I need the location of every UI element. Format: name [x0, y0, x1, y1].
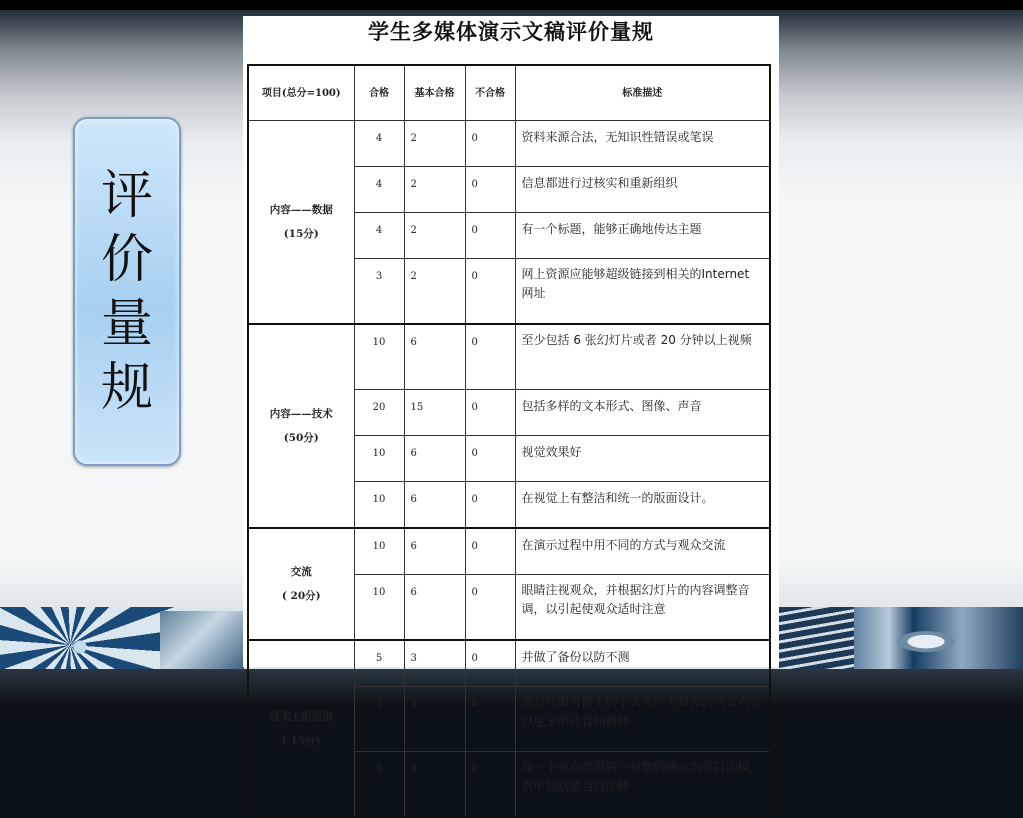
fail-score-cell: 0	[465, 436, 515, 482]
table-row	[248, 640, 770, 687]
compass-photo-collage	[0, 607, 244, 669]
pass-score-cell: 4	[354, 121, 404, 167]
category-score: (50分)	[283, 432, 319, 444]
pass-score-cell: 4	[354, 213, 404, 259]
fail-score-cell: 0	[465, 324, 515, 390]
category-name: 内容——技术	[269, 408, 333, 420]
criterion-description: 眼睛注视观众，并根据幻灯片的内容调整音调，以引起使观众适时注意	[515, 575, 770, 641]
fail-score-cell: 0	[465, 752, 515, 818]
pass-score-cell: 4	[354, 167, 404, 213]
criterion-description: 网上资源应能够超级链接到相关的Internet 网址	[515, 259, 770, 325]
fail-score-cell: 0	[465, 390, 515, 436]
basic-score-cell: 15	[404, 390, 465, 436]
criterion-description: 包括多样的文本形式、图像、声音	[515, 390, 770, 436]
basic-score-cell: 2	[404, 167, 465, 213]
pass-score-cell: 3	[354, 259, 404, 325]
fail-score-cell: 0	[465, 482, 515, 529]
table-row	[248, 121, 770, 167]
side-title-char: 价	[100, 229, 153, 290]
criterion-description: 每一个听众都得到一份您的演示内容打印稿，其中包括适当的注释	[515, 752, 770, 818]
category-score: ( 15分)	[281, 734, 321, 747]
rubric-document	[243, 16, 779, 793]
criterion-description: 有一个标题，能够正确地传达主题	[515, 213, 770, 259]
header-basic: 基本合格	[404, 65, 465, 121]
metal-disc-image	[160, 611, 244, 669]
category-name: 技术上的组织	[269, 710, 333, 723]
category-cell	[248, 324, 354, 528]
keyboard-image	[779, 607, 854, 669]
table-row	[248, 528, 770, 575]
criterion-description: 通过在服务器上的个人文件夹将你的网页内容以电子形式告知教师	[515, 687, 770, 752]
basic-score-cell: 6	[404, 324, 465, 390]
basic-score-cell: 3	[404, 752, 465, 818]
basic-score-cell: 6	[404, 528, 465, 575]
header-pass: 合格	[354, 65, 404, 121]
basic-score-cell: 2	[404, 213, 465, 259]
criterion-description: 视觉效果好	[515, 436, 770, 482]
basic-score-cell: 2	[404, 259, 465, 325]
category-score: ( 20分)	[281, 590, 321, 602]
document-title: 学生多媒体演示文稿评价量规	[368, 19, 654, 44]
category-cell	[248, 640, 354, 817]
pass-score-cell: 5	[354, 687, 404, 752]
rubric-table	[247, 64, 771, 818]
side-title-char: 规	[100, 357, 153, 418]
category-cell	[248, 121, 354, 325]
fail-score-cell: 0	[465, 121, 515, 167]
fail-score-cell: 0	[465, 528, 515, 575]
basic-score-cell: 6	[404, 575, 465, 641]
fail-score-cell: 0	[465, 259, 515, 325]
table-header-row	[248, 65, 770, 121]
basic-score-cell: 2	[404, 121, 465, 167]
criterion-description: 在视觉上有整洁和统一的版面设计。	[515, 482, 770, 529]
fail-score-cell: 0	[465, 213, 515, 259]
category-score: (15分)	[283, 228, 319, 240]
fail-score-cell: 0	[465, 687, 515, 752]
pass-score-cell: 10	[354, 324, 404, 390]
top-dark-band	[0, 0, 1023, 10]
pass-score-cell: 5	[354, 752, 404, 818]
rubric-body	[248, 121, 770, 818]
criterion-description: 资料来源合法，无知识性错误或笔误	[515, 121, 770, 167]
basic-score-cell: 3	[404, 640, 465, 687]
pass-score-cell: 10	[354, 575, 404, 641]
header-item: 项目(总分=100)	[248, 65, 354, 121]
basic-score-cell: 6	[404, 436, 465, 482]
category-name: 交流	[290, 566, 312, 578]
criterion-description: 至少包括 6 张幻灯片或者 20 分钟以上视频	[515, 324, 770, 390]
pass-score-cell: 10	[354, 436, 404, 482]
side-title-char: 评	[100, 165, 153, 226]
criterion-description: 在演示过程中用不同的方式与观众交流	[515, 528, 770, 575]
criterion-description: 并做了备份以防不测	[515, 640, 770, 687]
fail-score-cell: 0	[465, 575, 515, 641]
fail-score-cell: 0	[465, 640, 515, 687]
pass-score-cell: 5	[354, 640, 404, 687]
fail-score-cell: 0	[465, 167, 515, 213]
category-cell	[248, 528, 354, 640]
table-row	[248, 324, 770, 390]
basic-score-cell: 6	[404, 482, 465, 529]
pass-score-cell: 20	[354, 390, 404, 436]
keyboard-gears-photo-collage	[779, 607, 1023, 669]
gears-image	[874, 613, 1004, 665]
header-desc: 标准描述	[515, 65, 770, 121]
side-title-char: 量	[100, 293, 153, 354]
side-title-box	[73, 117, 181, 466]
header-fail: 不合格	[465, 65, 515, 121]
criterion-description: 信息都进行过核实和重新组织	[515, 167, 770, 213]
category-name: 内容——数据	[269, 204, 333, 216]
pass-score-cell: 10	[354, 482, 404, 529]
pass-score-cell: 10	[354, 528, 404, 575]
basic-score-cell: 3	[404, 687, 465, 752]
